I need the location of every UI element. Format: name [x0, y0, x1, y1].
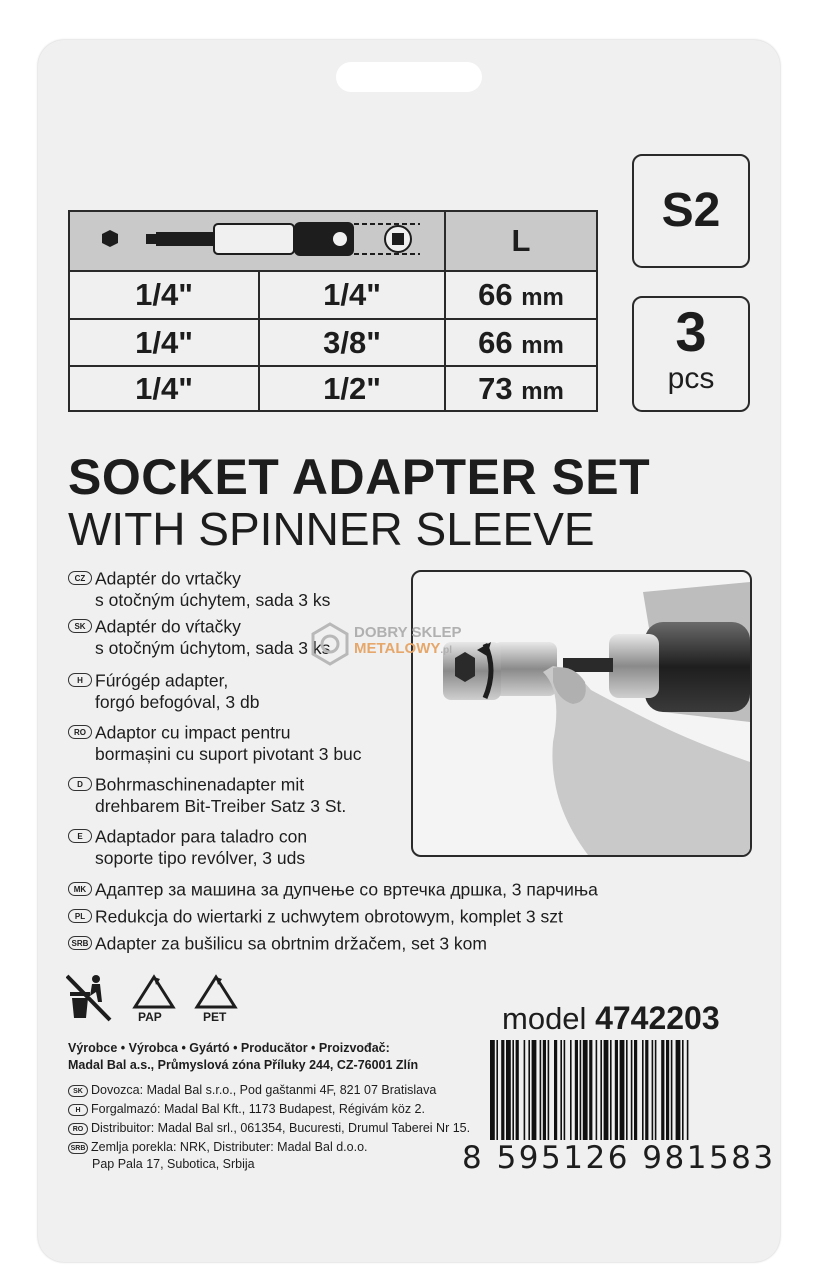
barcode-bar [634, 1040, 637, 1140]
barcode-bar [564, 1040, 566, 1140]
lang-srb [68, 931, 487, 954]
distributor-sk: SK Dovozca: Madal Bal s.r.o., Pod gaštanmi 4F, 821 07 Bratislava [68, 1082, 436, 1099]
lang-text: Adaptador para taladro con [95, 826, 308, 847]
manufacturer-address: Madal Bal a.s., Průmyslová zóna Příluky 244, CZ-76001 Zlín [68, 1058, 419, 1072]
barcode-bar [501, 1040, 504, 1140]
barcode-bar [655, 1040, 657, 1140]
table-cell: 1/2" [323, 371, 381, 406]
lang-code-badge: E [68, 829, 92, 843]
barcode-bar [610, 1040, 612, 1140]
barcode-bar [682, 1040, 684, 1140]
barcode-bar [604, 1040, 609, 1140]
lang-text: Adapter za bušilicu sa obrtnim držačem, set 3 kom [95, 933, 487, 954]
lang-mk [68, 877, 598, 900]
trash-bin-icon [66, 972, 112, 1022]
count-unit: pcs [667, 362, 715, 395]
barcode-bar [540, 1040, 542, 1140]
distributor-srb: SRB Zemlja porekla: NRK, Distributer: Madal Bal d.o.o. [68, 1139, 368, 1156]
barcode-bar [524, 1040, 526, 1140]
recycle-pap-icon [132, 974, 176, 1010]
lang-text: drehbarem Bit-Treiber Satz 3 St. [95, 796, 347, 817]
barcode-bar [575, 1040, 578, 1140]
lang-code-badge: H [68, 1104, 88, 1116]
barcode-bar [589, 1040, 592, 1140]
barcode-bar [615, 1040, 618, 1140]
barcode-bar [528, 1040, 530, 1140]
barcode-bar [554, 1040, 557, 1140]
lang-text: s otočným úchytem, sada 3 ks [95, 590, 331, 611]
barcode-bar [676, 1040, 681, 1140]
lang-pl [68, 904, 563, 927]
barcode-bar [661, 1040, 664, 1140]
lang-sk [68, 614, 330, 659]
barcode-bar [548, 1040, 550, 1140]
watermark-line1: DOBRY SKLEP [354, 624, 462, 641]
barcode-bar [620, 1040, 625, 1140]
product-photo [411, 570, 752, 857]
lang-code-badge: RO [68, 1123, 88, 1135]
barcode-bar [631, 1040, 633, 1140]
lang-code-badge: SK [68, 1085, 88, 1097]
table-cell: 1/4" [323, 277, 381, 312]
table-cell: 66 mm [478, 325, 564, 360]
barcode-bar [687, 1040, 689, 1140]
barcode-bar [512, 1040, 514, 1140]
material-badge: S2 [632, 154, 750, 268]
lang-code-badge: MK [68, 882, 92, 896]
pap-label: PAP [138, 1010, 162, 1024]
barcode-bar [516, 1040, 519, 1140]
barcode-bar [543, 1040, 546, 1140]
table-cell: 66 mm [478, 277, 564, 312]
barcode-number: 8 595126 981583 [462, 1140, 776, 1176]
barcode-bar [652, 1040, 654, 1140]
lang-code-badge: SRB [68, 1142, 88, 1154]
lang-code-badge: H [68, 673, 92, 687]
lang-h [68, 668, 259, 713]
lang-code-badge: D [68, 777, 92, 791]
drill-with-adapter-image [413, 572, 750, 855]
barcode-bar [580, 1040, 582, 1140]
hex-nut-icon [310, 622, 350, 666]
lang-text: Адаптер за машина за дупчење со вртечка дршка, 3 парчиња [95, 879, 598, 900]
recycle-pet-icon [194, 974, 238, 1010]
barcode-bar [626, 1040, 628, 1140]
barcode-bar [583, 1040, 588, 1140]
lang-text: Redukcja do wiertarki z uchwytem obrotowym, komplet 3 szt [95, 906, 563, 927]
lang-code-badge: SRB [68, 936, 92, 950]
barcode-bar [532, 1040, 537, 1140]
distributor-h: H Forgalmazó: Madal Bal Kft., 1173 Budapest, Régivám köz 2. [68, 1101, 425, 1118]
barcode-bar [506, 1040, 511, 1140]
barcode [488, 1040, 748, 1146]
table-cell: 1/4" [135, 277, 193, 312]
model-number: model 4742203 [502, 1000, 720, 1036]
product-title: SOCKET ADAPTER SET [68, 449, 651, 505]
lang-text: Adaptér do vŕtačky [95, 616, 241, 637]
lang-code-badge: PL [68, 909, 92, 923]
table-cell: 3/8" [323, 325, 381, 360]
barcode-bar [560, 1040, 562, 1140]
pet-label: PET [203, 1010, 227, 1024]
barcode-bar [490, 1040, 495, 1140]
distributor-ro: RO Distribuitor: Madal Bal srl., 061354, Bucuresti, Drumul Taberei Nr 15. [68, 1120, 470, 1137]
count-value: 3 [675, 300, 707, 363]
manufacturer-label: Výrobce • Výrobca • Gyártó • Producător • Proizvođač: [68, 1041, 390, 1055]
lang-text: Bohrmaschinenadapter mit [95, 774, 305, 795]
barcode-bar [570, 1040, 572, 1140]
size-table [68, 210, 598, 412]
lang-text: bormașini cu suport pivotant 3 buc [95, 744, 362, 765]
lang-text: forgó befogóval, 3 db [95, 692, 260, 713]
count-badge [632, 296, 750, 412]
watermark-line2: METALOWY.pl [354, 640, 453, 657]
lang-text: Fúrógép adapter, [95, 670, 229, 691]
barcode-bar [645, 1040, 648, 1140]
lang-cz [68, 566, 330, 611]
length-header: L [511, 223, 531, 258]
barcode-bar [642, 1040, 644, 1140]
lang-text: Adaptor cu impact pentru [95, 722, 291, 743]
distributor-srb-line2: Pap Pala 17, Subotica, Srbija [92, 1157, 255, 1171]
lang-text: Adaptér do vrtačky [95, 568, 241, 589]
barcode-bar [496, 1040, 498, 1140]
lang-e [68, 824, 307, 869]
table-cell: 1/4" [135, 371, 193, 406]
lang-text: soporte tipo revólver, 3 uds [95, 848, 306, 869]
barcode-bar [596, 1040, 598, 1140]
lang-code-badge: SK [68, 619, 92, 633]
lang-ro [68, 720, 362, 765]
lang-text: s otočným úchytom, sada 3 ks [95, 638, 331, 659]
product-subtitle: WITH SPINNER SLEEVE [68, 503, 595, 555]
table-cell: 1/4" [135, 325, 193, 360]
table-cell: 73 mm [478, 371, 564, 406]
hang-hole [336, 62, 482, 92]
lang-code-badge: RO [68, 725, 92, 739]
barcode-bar [600, 1040, 602, 1140]
lang-code-badge: CZ [68, 571, 92, 585]
lang-d [68, 772, 346, 817]
barcode-bar [666, 1040, 669, 1140]
barcode-bar [671, 1040, 673, 1140]
adapter-diagram-icon [70, 212, 446, 270]
